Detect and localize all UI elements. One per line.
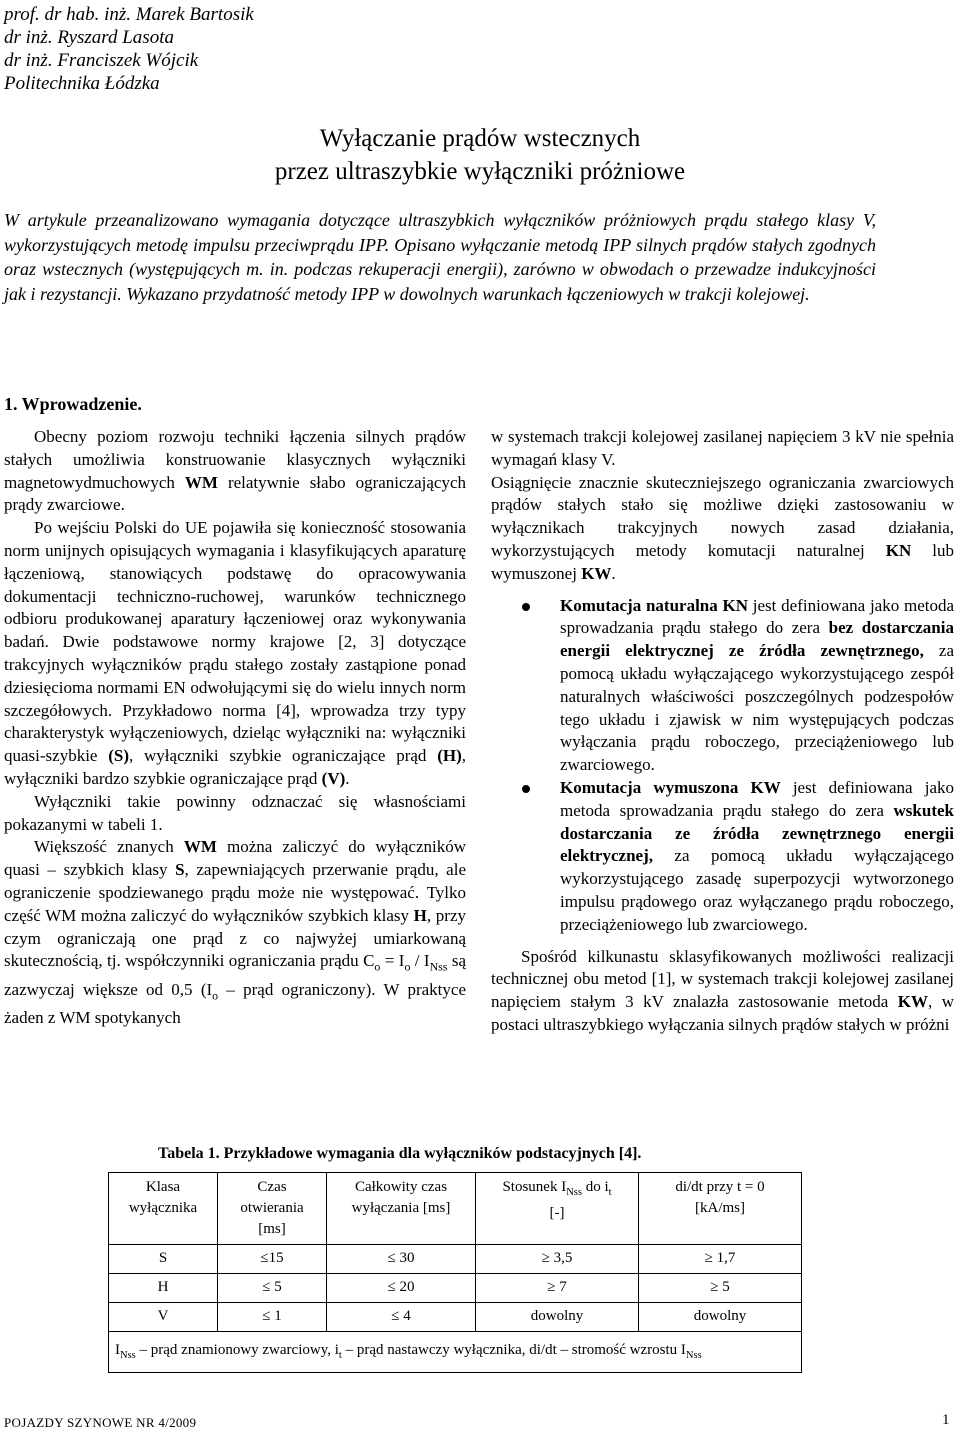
paragraph: w systemach trakcji kolejowej zasilanej napięciem 3 kV nie spełnia wymagań klasy V. [491, 427, 954, 469]
paragraph: Osiągnięcie znacznie skuteczniejszego ograniczania zwarciowych prądów stałych stało się możliwe dzięki zastosowaniu w wyłącznikach trakcyjnych nowych zasad działania, wykorzystujących metody komutacji naturalnej KN lub wymuszonej KW. [491, 472, 955, 583]
table-header-cell: di/dt przy t = 0 [kA/ms] [639, 1173, 802, 1245]
table-cell: ≥ 7 [476, 1274, 639, 1303]
right-column [491, 426, 954, 1037]
list-item: Komutacja naturalna KN jest definiowana jako metoda sprowadzania prądu stałego do zera bez dostarczania energii elektrycznej ze źródła zewnętrznego, za pomocą układu wyłączającego wykorzystującego zespół naturalnych właściwości poszczególnych podzespołów tego układu i zjawisk w nim występujących podczas wyłączania prądu roboczego, przeciążeniowego lub zwarciowego. [491, 595, 954, 777]
table-caption: Tabela 1. Przykładowe wymagania dla wyłączników podstacyjnych [4]. [158, 1145, 642, 1162]
author-name: prof. dr hab. inż. Marek Bartosik [4, 4, 254, 25]
section-heading: 1. Wprowadzenie. [4, 394, 142, 414]
table-cell: ≥ 5 [639, 1274, 802, 1303]
page-number: 1 [942, 1412, 950, 1428]
table-note-row [109, 1332, 802, 1373]
table-cell: H [109, 1274, 218, 1303]
paper-title-line: Wyłączanie prądów wstecznych [319, 125, 641, 152]
table-cell: S [109, 1245, 218, 1274]
paragraph: Większość znanych WM można zaliczyć do wyłączników quasi – szybkich klasy S, zapewniających przerwanie prądu, ale ograniczenie spodziewanego prądu może nie występować. Tylko część WM można zaliczyć do wyłączników szybkich klasy H, przy czym ograniczają one prąd z co najwyżej umiarkowaną skutecznością, tj. współczynniki ograniczania prądu $C_o = I_o / I_{Nss}$ są zazwyczaj większe od 0,5 ($I_o$ – prąd ograniczony). W praktyce żaden z WM spotykanych [4, 837, 467, 1027]
table-note: $I_{Nss}$ – prąd znamionowy zwarciowy, $i_t$ – prąd nastawczy wyłącznika, di/dt – stromość wzrostu $I_{Nss}$ [109, 1332, 802, 1373]
table-row [109, 1303, 802, 1332]
table-header-cell: Czas otwierania [ms] [218, 1173, 327, 1245]
table-cell: ≤15 [218, 1245, 327, 1274]
author-name: dr inż. Ryszard Lasota [4, 27, 174, 48]
table-cell: ≤ 30 [327, 1245, 476, 1274]
abstract: W artykule przeanalizowano wymagania dotyczące ultraszybkich wyłączników próżniowych prądu stałego klasy V, wykorzystujących metodę impulsu przeciwprądu IPP. Opisano wyłączanie metodą IPP silnych prądów stałych zgodnych oraz wstecznych (występujących m. in. podczas rekuperacji energii), zarówno w obwodach o przewadze indukcyjności jak i rezystancji. Wykazano przydatność metody IPP w dowolnych warunkach łączeniowych w trakcji kolejowej. [4, 210, 876, 304]
bullet-icon [522, 785, 530, 793]
table-cell: V [109, 1303, 218, 1332]
journal-footer: POJAZDY SZYNOWE NR 4/2009 [4, 1415, 197, 1430]
paper-title-line: przez ultraszybkie wyłączniki próżniowe [274, 158, 686, 185]
table-header-row [109, 1173, 802, 1245]
paragraph: Po wejściu Polski do UE pojawiła się konieczność stosowania norm unijnych opisujących wymagania i klasyfikujących aparaturę łączeniową, stanowiących podstawę do opracowywania dokumentacji techniczno-ruchowej, warunków technicznego odbioru produkowanej aparatury łączeniowej oraz wykonywania badań. Dwie podstawowe normy krajowe [2, 3] dotyczące trakcyjnych wyłączników prądu stałego zostały zastąpione ponad dziesięcioma normami EN odwołującymi się do wielu innych norm szczegółowych. Przykładowo norma [4], wprowadza trzy typy charakterystyk wyłączeniowych, dzieląc wyłączniki na: wyłączniki quasi-szybkie (S), wyłączniki szybkie ograniczające prąd (H), wyłączniki bardzo szybkie ograniczające prąd (V). [4, 518, 466, 788]
requirements-table [108, 1172, 802, 1373]
author-name: dr inż. Franciszek Wójcik [4, 50, 199, 71]
table-cell: ≤ 1 [218, 1303, 327, 1332]
paragraph: Spośród kilkunastu sklasyfikowanych możliwości realizacji technicznej obu metod [1], w systemach trakcji kolejowej zasilanej napięciem stałym 3 kV znalazła zastosowanie metoda KW, w postaci ultraszybkiego wyłączania silnych prądów stałych w próżni [491, 946, 954, 1034]
table-cell: ≤ 4 [327, 1303, 476, 1332]
table-header-cell: Klasa wyłącznika [109, 1173, 218, 1245]
table-row [109, 1274, 802, 1303]
paragraph: Wyłączniki takie powinny odznaczać się własnościami pokazanymi w tabeli 1. [4, 791, 466, 834]
bullet-icon [522, 603, 530, 611]
table-cell: ≤ 20 [327, 1274, 476, 1303]
left-column [4, 426, 466, 1030]
paragraph: Obecny poziom rozwoju techniki łączenia silnych prądów stałych umożliwia konstruowanie klasycznych wyłączniki magnetowydmuchowych WM relatywnie słabo ograniczających prądy zwarciowe. [4, 427, 466, 515]
table-cell: ≥ 3,5 [476, 1245, 639, 1274]
table-cell: ≤ 5 [218, 1274, 327, 1303]
table-header-cell: Całkowity czas wyłączania [ms] [327, 1173, 476, 1245]
table-row [109, 1245, 802, 1274]
table-cell: ≥ 1,7 [639, 1245, 802, 1274]
table-cell: dowolny [639, 1303, 802, 1332]
table-cell: dowolny [476, 1303, 639, 1332]
table-header-cell: Stosunek $I_{Nss}$ do $i_t$ [-] [476, 1173, 639, 1245]
author-affiliation: Politechnika Łódzka [4, 73, 160, 94]
list-item: Komutacja wymuszona KW jest definiowana jako metoda sprowadzania prądu stałego do zera wskutek dostarczania ze źródła zewnętrznego energii elektrycznej, za pomocą układu wyłączającego wykorzystującego zasadę superpozycji wytworzonego impulsu prądowego oraz wyłączanego prądu roboczego, przeciążeniowego lub zwarciowego. [491, 777, 954, 937]
bullet-list [491, 595, 954, 937]
